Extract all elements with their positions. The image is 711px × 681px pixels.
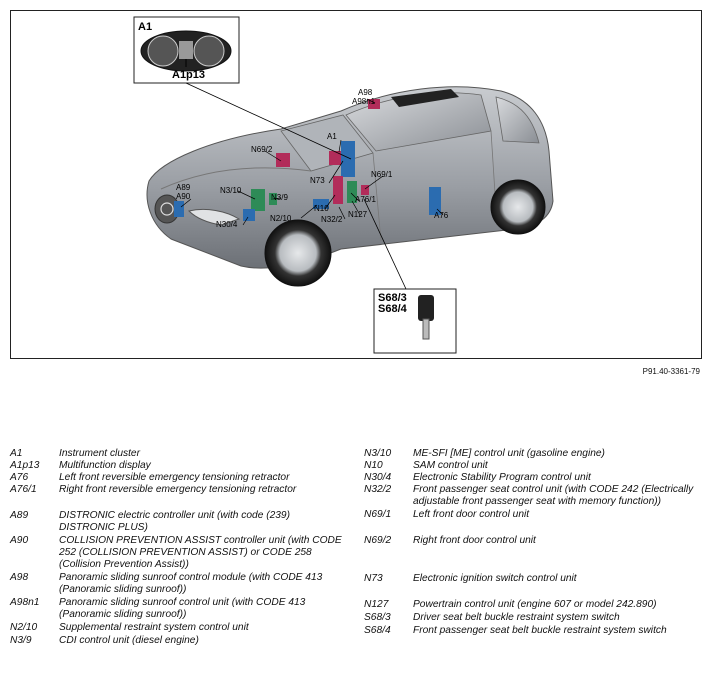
legend-item: S68/4 Front passenger seat belt buckle restraint system switch (364, 625, 667, 636)
legend-item: S68/3 Driver seat belt buckle restraint system switch (364, 612, 620, 623)
label-a89: A89 (176, 183, 191, 192)
legend-item: A98 Panoramic sliding sunroof control module (with CODE 413 (Panoramic sliding sunroof)) (10, 572, 323, 595)
label-a98n1: A98n1 (352, 97, 376, 106)
legend-item: A76 Left front reversible emergency tensioning retractor (10, 472, 290, 483)
legend-left-column (10, 448, 345, 647)
n69-2-component (276, 153, 290, 167)
label-n30-4: N30/4 (216, 220, 238, 229)
n10-component (333, 176, 343, 204)
label-n127: N127 (348, 210, 368, 219)
legend-item: A98n1 Panoramic sliding sunroof control unit (with CODE 413 (Panoramic sliding sunroof)) (10, 597, 306, 620)
label-s68-3: S68/3 (378, 292, 407, 304)
label-a76: A76 (434, 211, 449, 220)
label-a1-inset: A1 (138, 21, 153, 33)
label-n10: N10 (314, 204, 329, 213)
car-illustration (11, 11, 701, 358)
legend-item: N32/2 Front passenger seat control unit (with CODE 242 (Electrically adjustable front passenger seat with memory function)) (364, 484, 694, 507)
legend-item: N3/9 CDI control unit (diesel engine) (10, 635, 199, 646)
legend-item: A89 DISTRONIC electric controller unit (with code (239) DISTRONIC PLUS) (10, 510, 290, 533)
label-a90: A90 (176, 192, 191, 201)
component-location-diagram (10, 10, 702, 359)
car-body (147, 87, 553, 268)
legend-item: N73 Electronic ignition switch control unit (364, 573, 577, 584)
label-n73: N73 (310, 176, 325, 185)
legend-right-column (364, 448, 694, 637)
legend-item: N2/10 Supplemental restraint system control unit (10, 622, 249, 633)
label-a1p13: A1p13 (172, 69, 206, 81)
n3-10-component (251, 189, 265, 211)
label-a1: A1 (327, 132, 337, 141)
legend-item: N30/4 Electronic Stability Program control unit (364, 472, 591, 483)
n69-1-component (361, 185, 369, 195)
front-wheel (265, 220, 331, 286)
label-n69-1: N69/1 (371, 170, 393, 179)
legend-item: A1p13 Multifunction display (10, 460, 151, 471)
label-a76-1: A76/1 (355, 195, 376, 204)
legend-item: N69/1 Left front door control unit (364, 509, 530, 520)
n30-4-component (243, 209, 255, 221)
label-n3-10: N3/10 (220, 186, 242, 195)
n73-component (341, 141, 355, 177)
label-n2-10: N2/10 (270, 214, 292, 223)
a1-component (329, 151, 343, 165)
legend-item: A1 Instrument cluster (10, 448, 140, 459)
legend-item: A76/1 Right front reversible emergency tensioning retractor (10, 484, 297, 495)
legend-item: N3/10 ME-SFI [ME] control unit (gasoline engine) (364, 448, 605, 459)
legend-item: N69/2 Right front door control unit (364, 535, 536, 546)
label-n3-9: N3/9 (271, 193, 288, 202)
rear-wheel (491, 180, 545, 234)
label-n69-2: N69/2 (251, 145, 273, 154)
label-n32-2: N32/2 (321, 215, 343, 224)
label-s68-4: S68/4 (378, 303, 407, 315)
legend-item: N127 Powertrain control unit (engine 607 or model 242.890) (364, 599, 657, 610)
label-a98: A98 (358, 88, 373, 97)
legend-item: N10 SAM control unit (364, 460, 488, 471)
legend-item: A90 COLLISION PREVENTION ASSIST controller unit (with CODE 252 (COLLISION PREVENTION ASSIST) or CODE 258 (Collision Prevention Assist)) (10, 535, 342, 570)
a89-a90-component (174, 201, 184, 217)
figure-code: P91.40-3361-79 (642, 367, 700, 376)
